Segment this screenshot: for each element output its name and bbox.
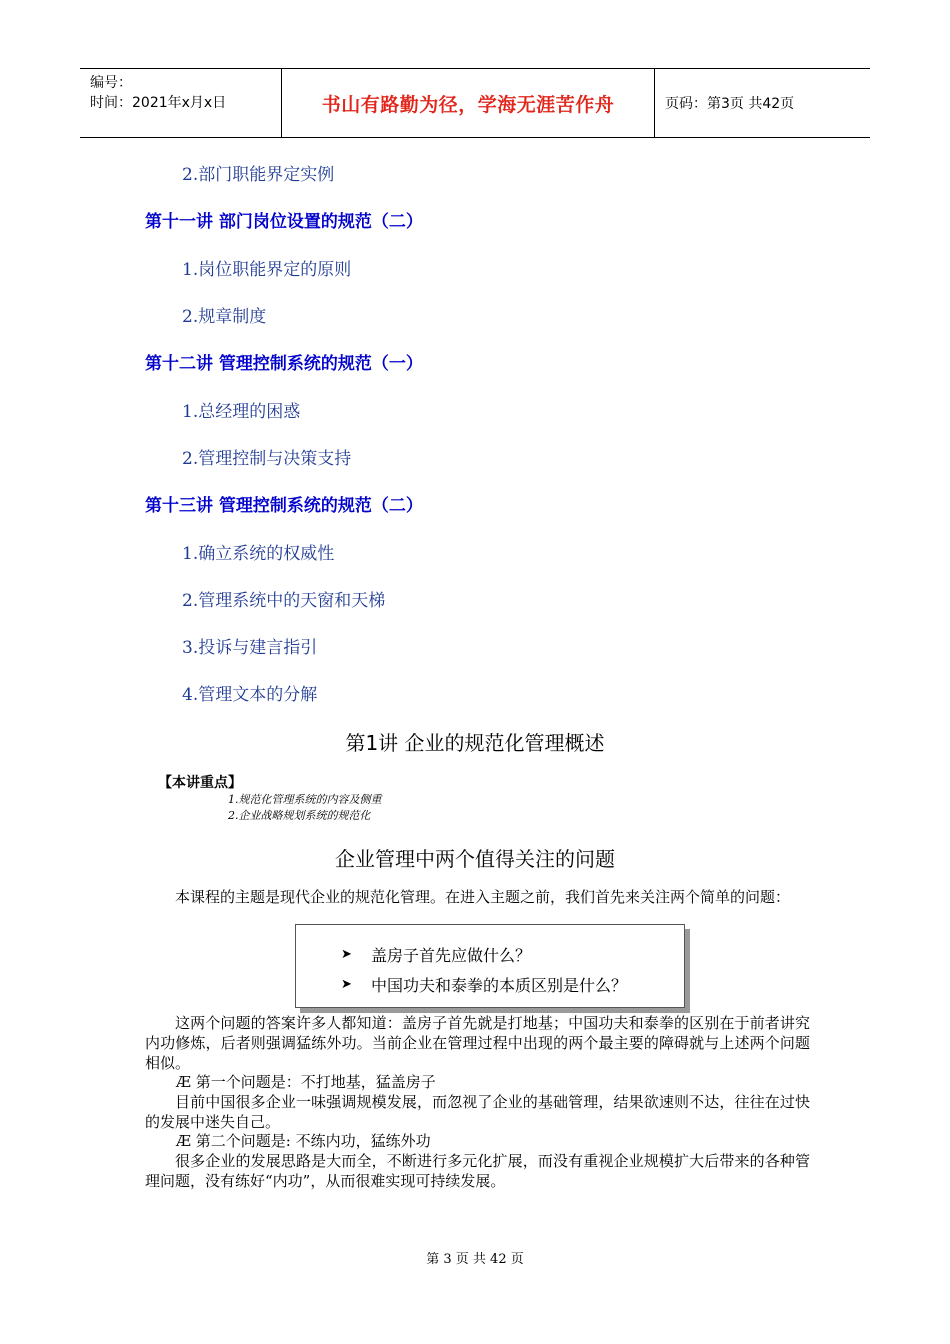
body-paragraph: 这两个问题的答案许多人都知道：盖房子首先就是打地基；中国功夫和泰拳的区别在于前者讲究内功修炼，后者则强调猛练外功。当前企业在管理过程中出现的两个最主要的障碍就与上述两个问题相似。 [145, 1014, 810, 1072]
question-box [295, 924, 685, 1008]
toc-item: 2.管理系统中的天窗和天梯 [182, 591, 386, 611]
body-paragraph: 很多企业的发展思路是大而全，不断进行多元化扩展，而没有重视企业规模扩大后带来的各种管理问题，没有练好“内功”，从而很难实现可持续发展。 [145, 1152, 810, 1190]
doc-date: 时间：2021年x月x日 [90, 95, 227, 111]
toc-item: 2.部门职能界定实例 [182, 165, 335, 185]
intro-paragraph: 本课程的主题是现代企业的规范化管理。在进入主题之前，我们首先来关注两个简单的问题： [175, 888, 791, 906]
header-motto-cell [282, 69, 655, 137]
key-point-item: 1.规范化管理系统的内容及侧重 [228, 793, 382, 806]
key-point-item: 2.企业战略规划系统的规范化 [228, 809, 371, 822]
toc-item: 4.管理文本的分解 [182, 685, 318, 705]
question-text: 盖房子首先应做什么？ [371, 946, 532, 965]
lecture-title: 第1讲 企业的规范化管理概述 [345, 731, 605, 755]
section-title: 企业管理中两个值得关注的问题 [335, 847, 615, 871]
toc-item: 2.管理控制与决策支持 [182, 449, 352, 469]
page-footer: 第 3 页 共 42 页 [426, 1252, 524, 1267]
body-paragraph: 目前中国很多企业一味强调规模发展，而忽视了企业的基础管理，结果欲速则不达，往往在过快的发展中迷失自己。 [145, 1093, 810, 1131]
toc-item: 1.确立系统的权威性 [182, 544, 335, 564]
doc-number-label: 编号： [90, 75, 132, 91]
toc-lecture-heading: 第十二讲 管理控制系统的规范（一） [145, 354, 423, 374]
question-item [341, 973, 627, 996]
toc-item: 2.规章制度 [182, 307, 267, 327]
problem-heading: Æ 第一个问题是：不打地基，猛盖房子 [176, 1073, 436, 1091]
toc-lecture-heading: 第十三讲 管理控制系统的规范（二） [145, 496, 423, 516]
arrow-bullet-icon: ➤ [341, 977, 352, 992]
header-page-info: 页码：第3页 共42页 [665, 96, 795, 112]
header-left-cell [80, 69, 282, 137]
toc-item: 3.投诉与建言指引 [182, 638, 318, 658]
question-text: 中国功夫和泰拳的本质区别是什么？ [371, 976, 628, 995]
toc-lecture-heading: 第十一讲 部门岗位设置的规范（二） [145, 212, 423, 232]
key-points-label: 【本讲重点】 [158, 775, 242, 791]
problem-heading: Æ 第二个问题是: 不练内功，猛练外功 [176, 1132, 431, 1150]
header-table [80, 68, 870, 138]
arrow-bullet-icon: ➤ [341, 947, 352, 962]
header-motto: 书山有路勤为径，学海无涯苦作舟 [321, 93, 615, 116]
question-item [341, 943, 531, 966]
toc-item: 1.总经理的困惑 [182, 402, 301, 422]
toc-item: 1.岗位职能界定的原则 [182, 260, 352, 280]
header-page-cell [655, 69, 870, 137]
